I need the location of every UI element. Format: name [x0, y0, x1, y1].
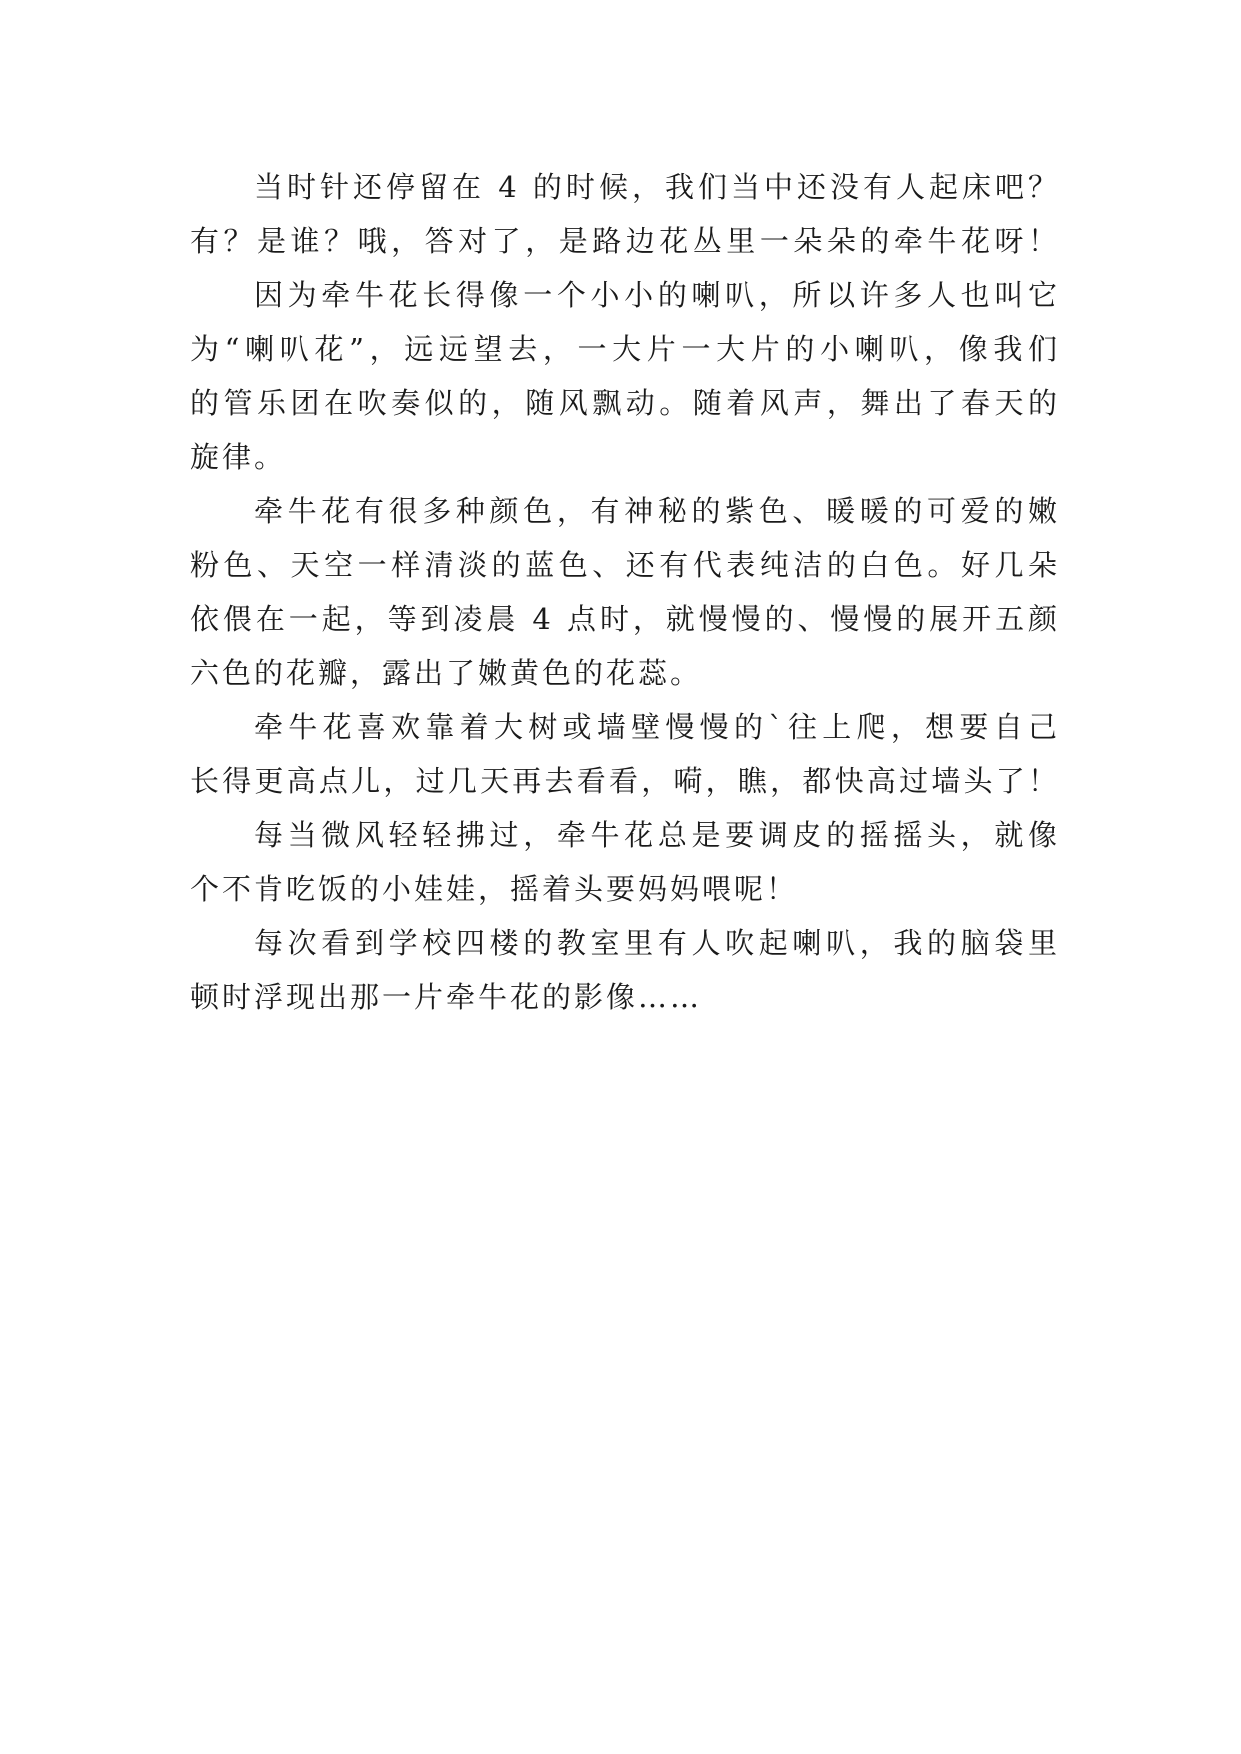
- paragraph-line: 当时针还停留在 4 的时候，我们当中还没有人起床吧？: [254, 170, 1060, 204]
- paragraph-line: 牵牛花喜欢靠着大树或墙壁慢慢的`往上爬，想要自己: [254, 710, 1060, 744]
- paragraph: [190, 268, 1060, 484]
- paragraph-line: 依偎在一起，等到凌晨 4 点时，就慢慢的、慢慢的展开五颜: [190, 602, 1060, 636]
- paragraph-line: 为“喇叭花”，远远望去，一大片一大片的小喇叭，像我们: [190, 332, 1060, 366]
- paragraph: [190, 808, 1060, 916]
- paragraph: [190, 916, 1060, 1024]
- paragraph-line: 顿时浮现出那一片牵牛花的影像……: [190, 980, 703, 1014]
- paragraph-line: 有？是谁？哦，答对了，是路边花丛里一朵朵的牵牛花呀！: [190, 224, 1060, 258]
- paragraph-line: 个不肯吃饭的小娃娃，摇着头要妈妈喂呢！: [190, 872, 799, 906]
- paragraph-line: 旋律。: [190, 440, 287, 474]
- paragraph-line: 牵牛花有很多种颜色，有神秘的紫色、暖暖的可爱的嫩: [254, 494, 1060, 528]
- paragraph: [190, 160, 1060, 268]
- paragraph-line: 长得更高点儿，过几天再去看看，嗬，瞧，都快高过墙头了！: [190, 764, 1060, 798]
- paragraph-line: 六色的花瓣，露出了嫩黄色的花蕊。: [190, 656, 703, 690]
- paragraph: [190, 700, 1060, 808]
- paragraph-line: 每次看到学校四楼的教室里有人吹起喇叭，我的脑袋里: [254, 926, 1060, 960]
- paragraph-line: 的管乐团在吹奏似的，随风飘动。随着风声，舞出了春天的: [190, 386, 1060, 420]
- paragraph-line: 因为牵牛花长得像一个小小的喇叭，所以许多人也叫它: [254, 278, 1060, 312]
- paragraph-line: 粉色、天空一样清淡的蓝色、还有代表纯洁的白色。好几朵: [190, 548, 1060, 582]
- paragraph: [190, 484, 1060, 700]
- paragraph-line: 每当微风轻轻拂过，牵牛花总是要调皮的摇摇头，就像: [254, 818, 1060, 852]
- essay-body: [190, 160, 1060, 1024]
